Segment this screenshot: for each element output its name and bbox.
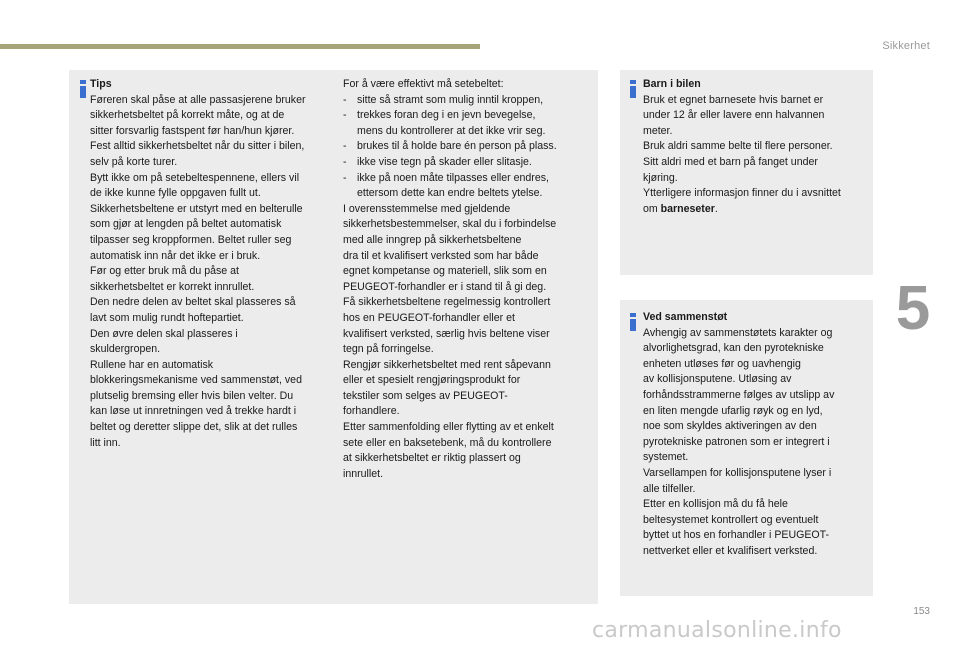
children-line: kjøring. <box>643 171 678 184</box>
tips-line: Den øvre delen skal plasseres i <box>90 327 238 340</box>
tips-body <box>90 93 340 452</box>
effective-bullet-item <box>343 139 593 155</box>
crossref-suffix: . <box>714 202 718 215</box>
impact-line: en liten mengde ufarlig røyk og en lyd, <box>643 404 823 417</box>
watermark: carmanualsonline.info <box>592 618 842 643</box>
impact-line: noe som skyldes aktiveringen av den <box>643 420 817 433</box>
effective-intro: For å være effektivt må setebeltet: <box>343 78 504 90</box>
children-line: Bruk et egnet barnesete hvis barnet er <box>643 93 824 106</box>
info-icon <box>630 313 636 331</box>
children-block <box>643 77 871 217</box>
children-crossref <box>643 202 871 218</box>
children-line: Ytterligere informasjon finner du i avsnittet <box>643 187 841 200</box>
tips-line: Føreren skal påse at alle passasjerene bruker <box>90 93 306 106</box>
bullet-text: ikke på noen måte tilpasses eller endres, <box>357 171 549 184</box>
tips-line: Bytt ikke om på setebeltespennene, ellers vil <box>90 171 300 184</box>
tips-heading: Tips <box>90 78 112 90</box>
effective-line: hos en PEUGEOT-forhandler eller et <box>343 311 515 324</box>
tips-line: lavt som mulig rundt hoftepartiet. <box>90 311 244 324</box>
impact-line: systemet. <box>643 451 689 464</box>
effective-body <box>343 202 593 483</box>
effective-line: sikkerhetsbestemmelser, skal du i forbindelse <box>343 218 557 231</box>
tips-line: som gjør at lengden på beltet automatisk <box>90 218 282 231</box>
tips-line: tilpasser seg kroppformen. Beltet ruller seg <box>90 233 292 246</box>
impact-line: Avhengig av sammenstøtets karakter og <box>643 326 833 339</box>
effective-line: Få sikkerhetsbeltene regelmessig kontrollert <box>343 296 551 309</box>
effective-block <box>343 77 593 482</box>
impact-line: av kollisjonsputene. Utløsing av <box>643 373 792 386</box>
effective-bullet-item <box>343 93 593 109</box>
tips-line: blokkeringsmekanisme ved sammenstøt, ved <box>90 374 302 387</box>
crossref-prefix: om <box>643 202 661 215</box>
children-heading: Barn i bilen <box>643 78 701 90</box>
header-rule <box>0 44 480 49</box>
effective-line: kvalifisert verksted, særlig hvis beltene viser <box>343 327 550 340</box>
tips-line: plutselig bremsing eller hvis bilen velter. Du <box>90 389 294 402</box>
impact-line: Etter en kollisjon må du få hele <box>643 498 788 511</box>
bullet-text: sitte så stramt som mulig inntil kroppen, <box>357 93 544 106</box>
impact-line: byttet ut hos en forhandler i PEUGEOT- <box>643 529 830 542</box>
tips-line: sikkerhetsbeltet er korrekt innrullet. <box>90 280 255 293</box>
effective-bullet-item <box>343 171 593 202</box>
bullet-dash: - <box>343 155 347 168</box>
effective-line: dra til et kvalifisert verksted som har både <box>343 249 539 262</box>
effective-line: Rengjør sikkerhetsbeltet med rent såpevann <box>343 358 551 371</box>
tips-line: kan løse ut innretningen ved å trekke hardt i <box>90 405 297 418</box>
effective-bullets <box>343 93 593 202</box>
tips-line: sitter forsvarlig fastspent før han/hun kjører. <box>90 124 295 137</box>
bullet-dash: - <box>343 93 347 106</box>
impact-line: enheten utløses før og uavhengig <box>643 357 801 370</box>
page-number: 153 <box>913 606 930 617</box>
tips-line: automatisk inn når det ikke er i bruk. <box>90 249 261 262</box>
tips-line: Sikkerhetsbeltene er utstyrt med en belterulle <box>90 202 303 215</box>
bullet-text-continued: ettersom dette kan endre beltets ytelse. <box>357 187 543 200</box>
effective-line: med alle inngrep på sikkerhetsbeltene <box>343 233 522 246</box>
tips-block <box>90 77 340 451</box>
info-icon <box>80 80 86 98</box>
impact-line: pyrotekniske patronen som er integrert i <box>643 435 830 448</box>
tips-line: skuldergropen. <box>90 343 161 356</box>
tips-line: Før og etter bruk må du påse at <box>90 265 239 278</box>
effective-line: tegn på forringelse. <box>343 343 434 356</box>
tips-line: selv på korte turer. <box>90 155 178 168</box>
bullet-dash: - <box>343 140 347 153</box>
chapter-number: 5 <box>895 274 931 343</box>
tips-line: beltet og deretter slippe det, slik at det rulles <box>90 421 298 434</box>
tips-line: sikkerhetsbeltet på korrekt måte, og at de <box>90 109 285 122</box>
bullet-dash: - <box>343 171 347 184</box>
impact-heading: Ved sammenstøt <box>643 311 728 323</box>
tips-line: litt inn. <box>90 436 121 449</box>
crossref-link-barneseter[interactable]: barneseter <box>660 202 715 215</box>
effective-line: forhandlere. <box>343 405 400 418</box>
children-line: meter. <box>643 124 673 137</box>
impact-line: Varsellampen for kollisjonsputene lyser i <box>643 466 832 479</box>
bullet-text: brukes til å holde bare én person på plass. <box>357 140 557 153</box>
effective-line: innrullet. <box>343 467 384 480</box>
effective-line: egnet kompetanse og materiell, slik som en <box>343 265 547 278</box>
effective-line: tekstiler som selges av PEUGEOT- <box>343 389 508 402</box>
tips-line: Fest alltid sikkerhetsbeltet når du sitter i bilen, <box>90 140 305 153</box>
impact-line: nettverket eller et kvalifisert verksted. <box>643 544 818 557</box>
bullet-text-continued: mens du kontrollerer at det ikke vrir seg. <box>357 124 546 137</box>
effective-line: I overensstemmelse med gjeldende <box>343 202 511 215</box>
effective-bullet-item <box>343 108 593 139</box>
impact-line: alvorlighetsgrad, kan den pyrotekniske <box>643 342 824 355</box>
section-title: Sikkerhet <box>882 40 930 52</box>
children-body <box>643 93 871 202</box>
tips-line: Den nedre delen av beltet skal plasseres så <box>90 296 296 309</box>
info-icon <box>630 80 636 98</box>
effective-line: PEUGEOT-forhandler er i stand til å gi deg. <box>343 280 547 293</box>
effective-line: Etter sammenfolding eller flytting av et enkelt <box>343 421 554 434</box>
bullet-text: trekkes foran deg i en jevn bevegelse, <box>357 109 536 122</box>
effective-line: at sikkerhetsbeltet er riktig plassert og <box>343 452 521 465</box>
effective-bullet-item <box>343 155 593 171</box>
tips-line: de ikke kunne fylle oppgaven fullt ut. <box>90 187 261 200</box>
impact-block <box>643 310 871 560</box>
effective-line: eller et spesielt rengjøringsprodukt for <box>343 374 521 387</box>
effective-line: sete eller en baksetebenk, må du kontrollere <box>343 436 552 449</box>
children-line: Bruk aldri samme belte til flere personer. <box>643 140 833 153</box>
impact-line: alle tilfeller. <box>643 482 696 495</box>
tips-line: Rullene har en automatisk <box>90 358 214 371</box>
bullet-text: ikke vise tegn på skader eller slitasje. <box>357 155 532 168</box>
children-line: Sitt aldri med et barn på fanget under <box>643 155 818 168</box>
impact-line: forhåndsstrammerne følges av utslipp av <box>643 388 835 401</box>
bullet-dash: - <box>343 109 347 122</box>
impact-body <box>643 326 871 560</box>
impact-line: beltesystemet kontrollert og eventuelt <box>643 513 819 526</box>
children-line: under 12 år eller lavere enn halvannen <box>643 109 825 122</box>
